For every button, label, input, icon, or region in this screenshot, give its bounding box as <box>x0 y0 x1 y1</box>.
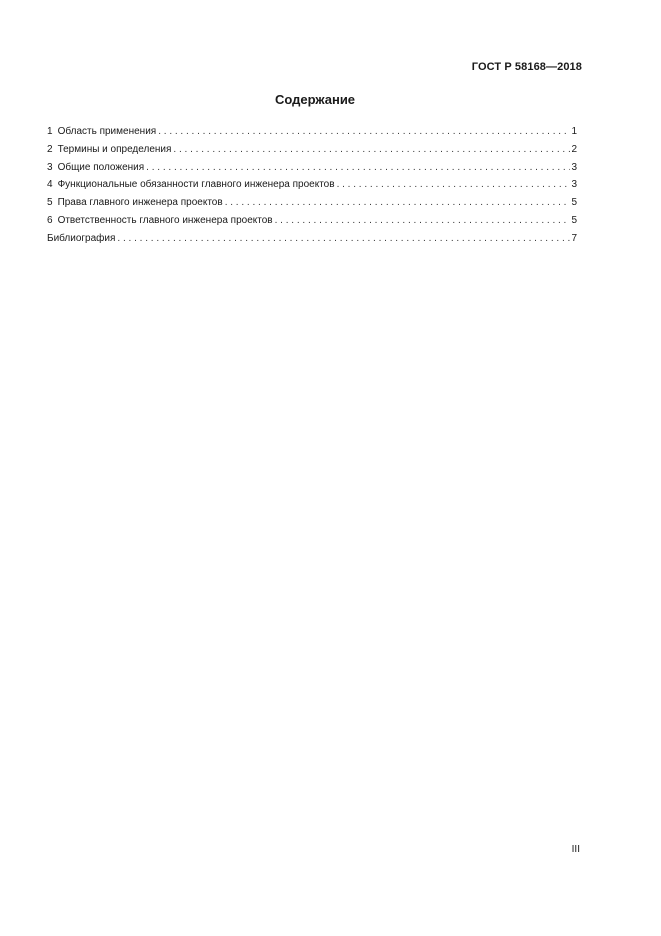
toc-entry-number: 1 <box>47 126 53 137</box>
toc-entry-number: 6 <box>47 214 53 226</box>
toc-leader-dots <box>275 215 571 226</box>
toc-entry-page: 5 <box>571 197 577 209</box>
toc-leader-dots <box>173 144 570 155</box>
toc-leader-dots <box>146 162 570 173</box>
toc-entry-responsibility[interactable] <box>47 215 577 233</box>
toc-leader-dots <box>158 126 570 137</box>
toc-entry-scope[interactable] <box>47 126 577 144</box>
toc-entry-title: Функциональные обязанности главного инженера проектов <box>57 179 335 191</box>
toc-entry-title: Права главного инженера проектов <box>57 197 223 209</box>
toc-entry-page: 7 <box>571 232 577 244</box>
toc-entry-number: 5 <box>47 197 53 209</box>
toc-entry-page: 5 <box>571 214 577 226</box>
toc-entry-title: Ответственность главного инженера проектов <box>57 214 273 226</box>
standard-code: ГОСТ Р 58168—2018 <box>471 61 582 73</box>
toc-entry-page: 1 <box>571 126 577 137</box>
toc-entry-terms[interactable] <box>47 144 577 162</box>
toc-leader-dots <box>225 197 571 208</box>
toc-entry-title: Термины и определения <box>57 143 172 155</box>
toc-entry-number: 2 <box>47 143 53 155</box>
toc-entry-number: 4 <box>47 179 53 191</box>
toc-entry-bibliography[interactable] <box>47 233 577 251</box>
toc-entry-page: 3 <box>571 179 577 191</box>
toc-leader-dots <box>117 233 570 244</box>
toc-entry-title: Библиография <box>47 232 116 244</box>
page-number: III <box>571 844 580 855</box>
toc-entry-rights[interactable] <box>47 197 577 215</box>
toc-entry-title: Область применения <box>57 126 157 137</box>
toc-leader-dots <box>337 179 571 190</box>
toc-entry-general[interactable] <box>47 162 577 180</box>
toc-title: Содержание <box>274 92 356 107</box>
toc-entry-number: 3 <box>47 161 53 173</box>
toc-entry-page: 3 <box>571 161 577 173</box>
toc-entry-title: Общие положения <box>57 161 145 173</box>
toc-entry-duties[interactable] <box>47 179 577 197</box>
toc-entry-page: 2 <box>571 143 577 155</box>
table-of-contents <box>47 126 577 251</box>
